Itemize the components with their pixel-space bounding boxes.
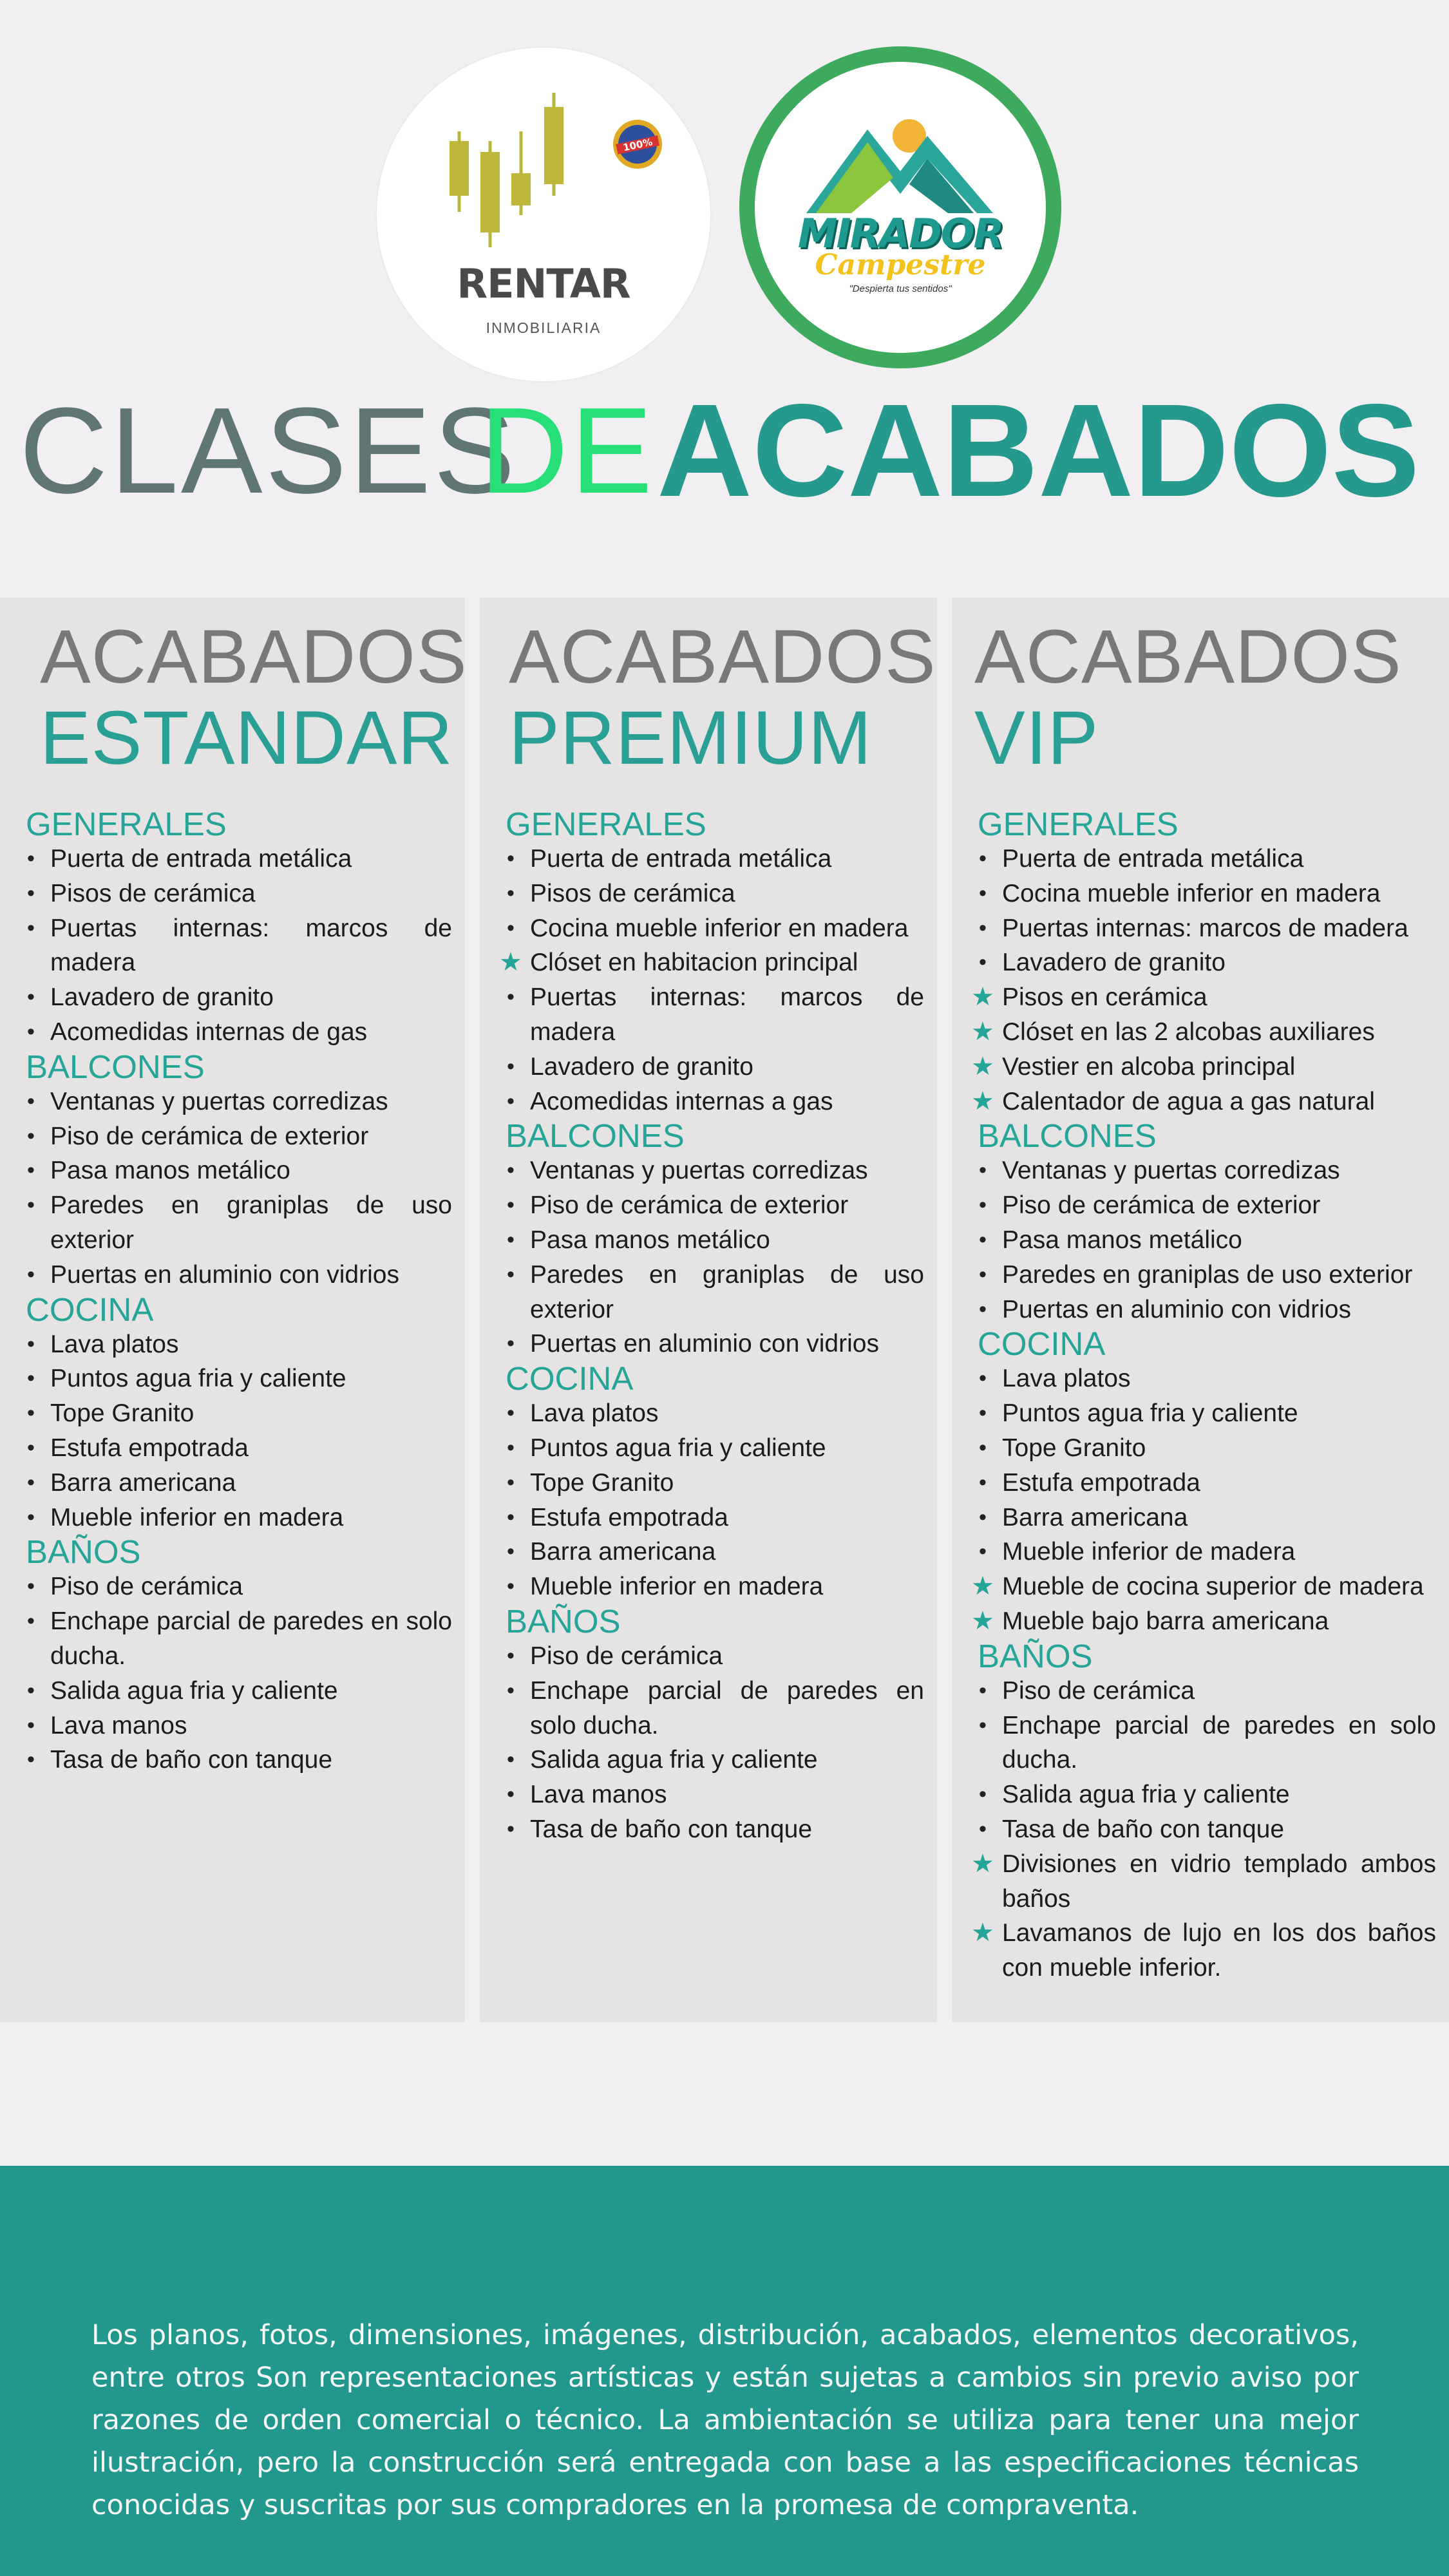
list-item-text: Estufa empotrada bbox=[1002, 1468, 1200, 1497]
rentar-subtitle: INMOBILIARIA bbox=[486, 319, 601, 336]
list-item-text: Puntos agua fria y caliente bbox=[1002, 1399, 1298, 1428]
bullet-icon: • bbox=[507, 1574, 515, 1599]
list-item-text: Acomedidas internas de gas bbox=[50, 1018, 368, 1046]
list-item-text: Tasa de baño con tanque bbox=[530, 1815, 813, 1843]
bullet-icon: • bbox=[507, 915, 515, 940]
bullet-icon: • bbox=[507, 1816, 515, 1841]
list-item-text: Piso de cerámica bbox=[530, 1642, 723, 1670]
list-item bbox=[978, 1466, 1436, 1501]
star-icon: ★ bbox=[971, 1918, 994, 1947]
list-item-text: Puertas internas: marcos de madera bbox=[1002, 914, 1408, 942]
list-item-text: Puertas internas: marcos de madera bbox=[50, 914, 452, 977]
list-item bbox=[506, 1188, 924, 1223]
column-heading-1: ACABADOS bbox=[40, 614, 468, 699]
section-title: BAÑOS bbox=[506, 1602, 621, 1640]
list-item bbox=[978, 945, 1436, 980]
list-item-text: Puerta de entrada metálica bbox=[50, 845, 352, 873]
list-item bbox=[971, 1569, 1436, 1604]
footer bbox=[0, 2166, 1449, 2576]
bullet-icon: • bbox=[27, 1123, 35, 1148]
bullet-icon: • bbox=[507, 1782, 515, 1807]
bullet-icon: • bbox=[27, 1747, 35, 1772]
list-item-text: Acomedidas internas a gas bbox=[530, 1087, 833, 1115]
bullet-icon: • bbox=[979, 950, 987, 975]
list-item-text: Salida agua fria y caliente bbox=[50, 1676, 338, 1705]
list-item-text: Salida agua fria y caliente bbox=[1002, 1781, 1290, 1809]
list-item-text: Puertas en aluminio con vidrios bbox=[1002, 1295, 1351, 1323]
list-item bbox=[506, 1466, 924, 1501]
bullet-icon: • bbox=[27, 1193, 35, 1218]
list-item-text: Lava platos bbox=[1002, 1365, 1131, 1393]
list-item bbox=[26, 1709, 452, 1743]
list-item-text: Paredes en graniplas de uso exterior bbox=[530, 1260, 924, 1323]
list-item-text: Pisos en cerámica bbox=[1002, 983, 1208, 1012]
bullet-icon: • bbox=[979, 1678, 987, 1703]
bullet-icon: • bbox=[27, 985, 35, 1010]
column-heading-2: ESTANDAR bbox=[40, 696, 453, 781]
section-title: BAÑOS bbox=[26, 1533, 141, 1571]
bullet-icon: • bbox=[507, 1747, 515, 1772]
bullet-icon: • bbox=[979, 1816, 987, 1841]
list-item bbox=[506, 1084, 924, 1119]
bullet-icon: • bbox=[979, 1366, 987, 1391]
list-item bbox=[978, 1535, 1436, 1569]
bullet-icon: • bbox=[507, 1262, 515, 1287]
bullet-icon: • bbox=[27, 1401, 35, 1426]
list-item bbox=[978, 1153, 1436, 1188]
bullet-icon: • bbox=[507, 1435, 515, 1460]
bullet-icon: • bbox=[27, 915, 35, 940]
bullet-icon: • bbox=[27, 1331, 35, 1356]
bullet-icon: • bbox=[979, 1227, 987, 1252]
mirador-name: MIRADOR bbox=[797, 210, 1003, 257]
list-item-text: Puntos agua fria y caliente bbox=[50, 1365, 346, 1393]
bullet-icon: • bbox=[979, 1470, 987, 1495]
star-icon: ★ bbox=[971, 1086, 994, 1115]
list-item bbox=[506, 1153, 924, 1188]
list-item bbox=[978, 1188, 1436, 1223]
bullet-icon: • bbox=[979, 1262, 987, 1287]
list-item bbox=[26, 1361, 452, 1396]
list-item bbox=[978, 1361, 1436, 1396]
column-heading-1: ACABADOS bbox=[974, 614, 1402, 699]
list-item bbox=[971, 1084, 1436, 1119]
bullet-icon: • bbox=[979, 880, 987, 905]
bullet-icon: • bbox=[507, 880, 515, 905]
list-item bbox=[26, 1084, 452, 1119]
bullet-icon: • bbox=[979, 1401, 987, 1426]
bullet-icon: • bbox=[27, 1678, 35, 1703]
bullet-icon: • bbox=[979, 1193, 987, 1218]
list-item bbox=[506, 1258, 924, 1327]
list-item bbox=[26, 1604, 452, 1674]
list-item bbox=[506, 1431, 924, 1466]
list-item bbox=[26, 1119, 452, 1154]
list-item-text: Lavamanos de lujo en los dos baños con mueble inferior. bbox=[1002, 1919, 1436, 1982]
list-item-text: Mueble inferior en madera bbox=[530, 1573, 824, 1601]
list-item-text: Ventanas y puertas corredizas bbox=[50, 1087, 388, 1115]
list-item bbox=[978, 1258, 1436, 1293]
column-heading-1: ACABADOS bbox=[509, 614, 936, 699]
list-item-text: Cocina mueble inferior en madera bbox=[1002, 879, 1381, 907]
section-title: GENERALES bbox=[978, 806, 1179, 842]
list-item bbox=[978, 1396, 1436, 1431]
rentar-logo bbox=[377, 48, 710, 381]
list-item-text: Clóset en habitacion principal bbox=[530, 949, 858, 977]
bullet-icon: • bbox=[27, 1504, 35, 1530]
star-icon: ★ bbox=[971, 983, 994, 1012]
mirador-slogan: "Despierta tus sentidos" bbox=[849, 283, 952, 294]
list-item bbox=[26, 876, 452, 911]
list-item-text: Ventanas y puertas corredizas bbox=[1002, 1157, 1340, 1185]
list-item bbox=[971, 980, 1436, 1015]
list-item bbox=[499, 945, 924, 980]
title-word-acabados: ACABADOS bbox=[657, 377, 1420, 524]
list-item bbox=[26, 1396, 452, 1431]
list-item-text: Mueble de cocina superior de madera bbox=[1002, 1573, 1424, 1601]
mirador-subtitle: Campestre bbox=[815, 249, 986, 281]
list-item-text: Enchape parcial de paredes en solo ducha. bbox=[530, 1676, 924, 1739]
bullet-icon: • bbox=[27, 1470, 35, 1495]
list-item bbox=[978, 1674, 1436, 1709]
list-item bbox=[506, 1639, 924, 1674]
list-item bbox=[978, 911, 1436, 946]
list-item-text: Puertas en aluminio con vidrios bbox=[530, 1330, 879, 1358]
list-item-text: Puntos agua fria y caliente bbox=[530, 1434, 826, 1462]
list-item-text: Cocina mueble inferior en madera bbox=[530, 914, 909, 942]
bullet-icon: • bbox=[507, 1088, 515, 1113]
list-item-text: Divisiones en vidrio templado ambos baños bbox=[1002, 1850, 1436, 1913]
list-item-text: Piso de cerámica bbox=[50, 1573, 243, 1601]
star-icon: ★ bbox=[499, 948, 522, 977]
list-item-text: Lavadero de granito bbox=[50, 983, 274, 1012]
list-item bbox=[26, 1188, 452, 1258]
column-heading-2: VIP bbox=[974, 696, 1099, 781]
title-word-clases: CLASES bbox=[19, 383, 518, 519]
bullet-icon: • bbox=[979, 1782, 987, 1807]
star-icon: ★ bbox=[971, 1052, 994, 1081]
list-item-text: Mueble inferior en madera bbox=[50, 1503, 344, 1531]
list-item-text: Enchape parcial de paredes en solo ducha. bbox=[1002, 1711, 1436, 1774]
title-word-de: DE bbox=[480, 383, 655, 519]
list-item-text: Estufa empotrada bbox=[530, 1503, 728, 1531]
bullet-icon: • bbox=[507, 1227, 515, 1252]
list-item-text: Tope Granito bbox=[1002, 1434, 1146, 1462]
list-item bbox=[506, 980, 924, 1050]
list-item bbox=[978, 1501, 1436, 1535]
bullet-icon: • bbox=[507, 1470, 515, 1495]
list-item-text: Puertas en aluminio con vidrios bbox=[50, 1260, 399, 1289]
list-item-text: Enchape parcial de paredes en solo ducha. bbox=[50, 1607, 452, 1670]
list-item bbox=[506, 1812, 924, 1847]
list-item bbox=[26, 980, 452, 1015]
list-item bbox=[26, 842, 452, 876]
bullet-icon: • bbox=[507, 1539, 515, 1564]
bullet-icon: • bbox=[979, 1504, 987, 1530]
list-item-text: Pasa manos metálico bbox=[1002, 1226, 1242, 1254]
column-premium bbox=[480, 598, 937, 2022]
bullet-icon: • bbox=[507, 1678, 515, 1703]
bullet-icon: • bbox=[507, 1193, 515, 1218]
list-item bbox=[506, 1396, 924, 1431]
list-item bbox=[971, 1916, 1436, 1985]
star-icon: ★ bbox=[971, 1849, 994, 1878]
list-item bbox=[506, 1569, 924, 1604]
list-item bbox=[26, 1015, 452, 1050]
list-item bbox=[978, 1777, 1436, 1812]
section-title: COCINA bbox=[26, 1291, 154, 1328]
list-item bbox=[978, 1431, 1436, 1466]
list-item-text: Vestier en alcoba principal bbox=[1002, 1052, 1296, 1081]
finishes-list bbox=[971, 806, 1436, 1985]
list-item-text: Lava platos bbox=[50, 1330, 179, 1358]
disclaimer-text: Los planos, fotos, dimensiones, imágenes, distribución, acabados, elementos decorativos, entre otros Son representaciones artísticas y están sujetas a cambios sin previo aviso por razones de orden comercial o técnico. La ambientación se utiliza para tener una mejor ilustración, pero la construcción será entregada con base a las especificaciones técnicas conocidas y suscritas por sus compradores en la promesa de compraventa. bbox=[91, 2319, 1359, 2521]
list-item-text: Mueble bajo barra americana bbox=[1002, 1607, 1329, 1635]
bullet-icon: • bbox=[27, 880, 35, 905]
list-item bbox=[971, 1604, 1436, 1639]
bullet-icon: • bbox=[979, 915, 987, 940]
list-item bbox=[506, 1743, 924, 1777]
list-item-text: Lava platos bbox=[530, 1399, 659, 1428]
list-item bbox=[506, 1223, 924, 1258]
list-item-text: Salida agua fria y caliente bbox=[530, 1746, 818, 1774]
list-item-text: Puertas internas: marcos de madera bbox=[530, 983, 924, 1046]
list-item bbox=[978, 1293, 1436, 1327]
list-item-text: Tasa de baño con tanque bbox=[50, 1746, 333, 1774]
list-item-text: Estufa empotrada bbox=[50, 1434, 249, 1462]
list-item-text: Piso de cerámica de exterior bbox=[50, 1122, 369, 1150]
bullet-icon: • bbox=[507, 1504, 515, 1530]
list-item-text: Mueble inferior de madera bbox=[1002, 1538, 1296, 1566]
list-item bbox=[506, 911, 924, 946]
list-item bbox=[506, 1535, 924, 1569]
section-title: COCINA bbox=[506, 1360, 634, 1397]
bullet-icon: • bbox=[27, 1158, 35, 1183]
bullet-icon: • bbox=[27, 1435, 35, 1460]
list-item bbox=[506, 1777, 924, 1812]
list-item-text: Ventanas y puertas corredizas bbox=[530, 1157, 868, 1185]
list-item-text: Puerta de entrada metálica bbox=[530, 845, 832, 873]
list-item-text: Piso de cerámica bbox=[1002, 1676, 1195, 1705]
list-item-text: Calentador de agua a gas natural bbox=[1002, 1087, 1375, 1115]
list-item bbox=[26, 1327, 452, 1362]
list-item-text: Barra americana bbox=[1002, 1503, 1188, 1531]
section-title: GENERALES bbox=[506, 806, 706, 842]
list-item bbox=[971, 1847, 1436, 1917]
bullet-icon: • bbox=[507, 1401, 515, 1426]
list-item bbox=[978, 1812, 1436, 1847]
list-item bbox=[506, 1050, 924, 1084]
list-item-text: Pisos de cerámica bbox=[50, 879, 256, 907]
list-item-text: Paredes en graniplas de uso exterior bbox=[1002, 1260, 1413, 1289]
list-item-text: Lava manos bbox=[530, 1781, 667, 1809]
section-title: BAÑOS bbox=[978, 1637, 1093, 1674]
bullet-icon: • bbox=[507, 1643, 515, 1668]
list-item-text: Clóset en las 2 alcobas auxiliares bbox=[1002, 1018, 1375, 1046]
bullet-icon: • bbox=[27, 1366, 35, 1391]
bullet-icon: • bbox=[27, 1019, 35, 1044]
list-item-text: Tope Granito bbox=[530, 1468, 674, 1497]
star-icon: ★ bbox=[971, 1017, 994, 1046]
column-heading-2: PREMIUM bbox=[509, 696, 873, 781]
list-item bbox=[506, 1674, 924, 1743]
list-item bbox=[26, 1153, 452, 1188]
list-item bbox=[26, 1501, 452, 1535]
list-item bbox=[978, 876, 1436, 911]
list-item bbox=[978, 1709, 1436, 1778]
list-item bbox=[506, 1501, 924, 1535]
rentar-name: RENTAR bbox=[457, 260, 630, 307]
list-item bbox=[971, 1050, 1436, 1084]
bullet-icon: • bbox=[27, 1712, 35, 1738]
list-item-text: Barra americana bbox=[530, 1538, 716, 1566]
section-title: BALCONES bbox=[506, 1117, 685, 1155]
bullet-icon: • bbox=[979, 1539, 987, 1564]
list-item bbox=[506, 842, 924, 876]
bullet-icon: • bbox=[979, 1712, 987, 1738]
bullet-icon: • bbox=[979, 1435, 987, 1460]
star-icon: ★ bbox=[971, 1606, 994, 1635]
list-item-text: Paredes en graniplas de uso exterior bbox=[50, 1191, 452, 1254]
list-item bbox=[26, 1466, 452, 1501]
list-item bbox=[971, 1015, 1436, 1050]
list-item bbox=[26, 1258, 452, 1293]
list-item bbox=[26, 1569, 452, 1604]
bullet-icon: • bbox=[507, 846, 515, 871]
bullet-icon: • bbox=[507, 1331, 515, 1356]
list-item bbox=[26, 911, 452, 981]
finishes-list bbox=[26, 807, 452, 1777]
section-title: BALCONES bbox=[26, 1048, 205, 1085]
bullet-icon: • bbox=[27, 1088, 35, 1113]
bullet-icon: • bbox=[27, 1609, 35, 1634]
list-item-text: Lavadero de granito bbox=[1002, 949, 1226, 977]
list-item-text: Barra americana bbox=[50, 1468, 236, 1497]
list-item-text: Tope Granito bbox=[50, 1399, 194, 1428]
list-item-text: Puerta de entrada metálica bbox=[1002, 845, 1304, 873]
star-icon: ★ bbox=[971, 1572, 994, 1601]
section-title: BALCONES bbox=[978, 1117, 1157, 1155]
list-item bbox=[26, 1674, 452, 1709]
bullet-icon: • bbox=[27, 1262, 35, 1287]
list-item bbox=[506, 876, 924, 911]
list-item-text: Piso de cerámica de exterior bbox=[530, 1191, 849, 1220]
section-title: COCINA bbox=[978, 1325, 1106, 1363]
page-title bbox=[19, 377, 1436, 524]
bullet-icon: • bbox=[979, 1296, 987, 1321]
rentar-badge-text: 100% bbox=[621, 136, 654, 154]
bullet-icon: • bbox=[507, 1054, 515, 1079]
bullet-icon: • bbox=[507, 1158, 515, 1183]
list-item bbox=[978, 842, 1436, 876]
list-item bbox=[506, 1327, 924, 1361]
list-item-text: Lava manos bbox=[50, 1711, 187, 1739]
list-item bbox=[26, 1743, 452, 1777]
list-item-text: Pasa manos metálico bbox=[530, 1226, 770, 1254]
column-standard bbox=[0, 598, 468, 2022]
list-item-text: Pisos de cerámica bbox=[530, 879, 735, 907]
section-title: GENERALES bbox=[26, 806, 227, 842]
finishes-list bbox=[499, 806, 924, 1847]
mountain-icon bbox=[755, 62, 1046, 353]
list-item bbox=[26, 1431, 452, 1466]
bullet-icon: • bbox=[27, 846, 35, 871]
list-item bbox=[978, 1223, 1436, 1258]
column-vip bbox=[952, 598, 1449, 2022]
bullet-icon: • bbox=[979, 1158, 987, 1183]
list-item-text: Lavadero de granito bbox=[530, 1052, 753, 1081]
bullet-icon: • bbox=[507, 985, 515, 1010]
mirador-logo bbox=[739, 46, 1061, 368]
list-item-text: Pasa manos metálico bbox=[50, 1157, 290, 1185]
list-item-text: Tasa de baño con tanque bbox=[1002, 1815, 1285, 1843]
bullet-icon: • bbox=[979, 846, 987, 871]
bullet-icon: • bbox=[27, 1574, 35, 1599]
list-item-text: Piso de cerámica de exterior bbox=[1002, 1191, 1321, 1220]
